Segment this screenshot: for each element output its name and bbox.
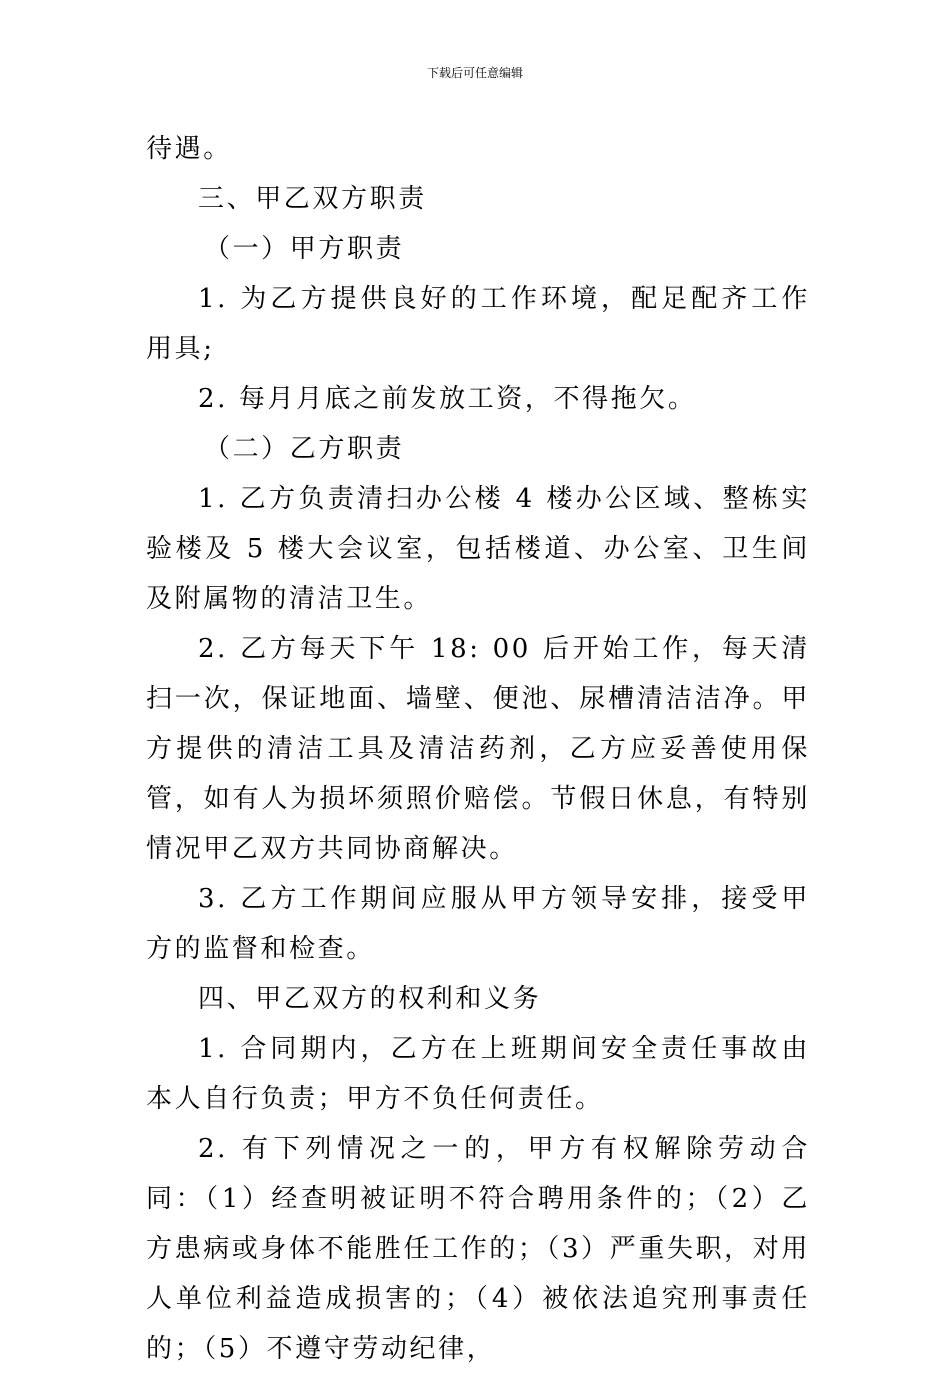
paragraph: 待遇。 [146,134,232,164]
list-item: 3. 乙方工作期间应服从甲方领导安排，接受甲方的监督和检查。 [146,884,810,964]
list-item: 1. 为乙方提供良好的工作环境，配足配齐工作用具; [146,284,810,364]
list-item: 1. 合同期内，乙方在上班期间安全责任事故由本人自行负责；甲方不负任何责任。 [146,1034,810,1114]
section-heading: 四、甲乙双方的权利和义务 [198,984,542,1014]
section-heading: 三、甲乙双方职责 [198,184,427,214]
list-item: 2. 每月月底之前发放工资，不得拖欠。 [198,384,697,414]
subsection-heading: （二）乙方职责 [204,434,405,464]
subsection-heading: （一）甲方职责 [204,234,405,264]
list-item: 1. 乙方负责清扫办公楼 4 楼办公区域、整栋实验楼及 5 楼大会议室，包括楼道、办公室、卫生间及附属物的清洁卫生。 [146,484,810,614]
list-item: 2. 有下列情况之一的，甲方有权解除劳动合同：（1）经查明被证明不符合聘用条件的；（2）乙方患病或身体不能胜任工作的；（3）严重失职，对用人单位利益造成损害的；（4）被依法追究刑事责任的；（5）不遵守劳动纪律， [146,1134,810,1364]
document-body [146,124,810,1374]
list-item: 2. 乙方每天下午 18: 00 后开始工作，每天清扫一次，保证地面、墙壁、便池、尿槽清洁洁净。甲方提供的清洁工具及清洁药剂，乙方应妥善使用保管，如有人为损坏须照价赔偿。节假日休息，有特别情况甲乙双方共同协商解决。 [146,634,810,864]
page-header: 下载后可任意编辑 [426,66,523,80]
